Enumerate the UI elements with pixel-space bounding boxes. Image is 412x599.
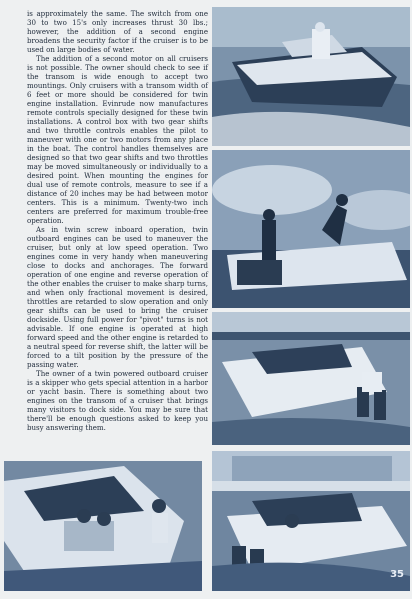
article-paragraph-2: The addition of a second motor on all cruisers is not possible. The owner should check to see if the transom is wide enough to accept two mountings. Only cruisers with a transom width of 6 feet or more should be considered for twin engine installation. Evinrude now manufactures remote controls specially designed for these twin installations. A control box with two gear shifts and two throttle controls enables the pilot to maneuver with one or two motors from any place in the boat. The control handles themselves are designed so that two gear shifts and two throttles may be moved simultaneously or individually to a desired point. When mounting the engines for dual use of remote controls, measure to see if a distance of 20 inches may be had between motor centers. This is a minimum. Twenty-two inch centers are preferred for maximum trouble-free operation.	[27, 54, 208, 225]
photo-cruiser-at-marina	[212, 451, 410, 591]
photo-cruiser-cockpit-passengers	[4, 461, 202, 591]
article-paragraph-3: As in twin screw inboard operation, twin outboard engines can be used to maneuver the cruiser, but only at low speed operation. Two engines come in very handy when maneuvering close to docks and anchorages. The forward operation of one engine and reverse operation of the other enables the cruiser to make sharp turns, and when only fractional movement is desired, throttles are retarded to slow operation and only gear shifts can be used to bring the cruiser dockside. Using full power for "pivot" turns is not advisable. If one engine is operated at high forward speed and the other engine is retarded to a neutral speed for reverse shift, the latter will be forced to a tilt position by the pressure of the passing water.	[27, 225, 208, 369]
article-paragraph-1: is approximately the same. The switch from one 30 to two 15's only increases thrust 30 lbs.; however, the addition of a second engine broadens the security factor if the cruiser is to be used on large bodies of water.	[27, 9, 208, 54]
photo-woman-on-cruiser-bow	[212, 150, 410, 308]
photo-cruiser-underway	[212, 7, 410, 146]
article-text-column	[27, 9, 208, 432]
article-paragraph-4: The owner of a twin powered outboard cruiser is a skipper who gets special attention in a harbor or yacht basin. There is something about two engines on the transom of a cruiser that brings many visitors to dock side. You may be sure that there'll be enough questions asked to keep you busy answering them.	[27, 369, 208, 432]
photo-cruiser-stern-twin-motors	[212, 312, 410, 445]
page-number: 35	[390, 569, 404, 580]
